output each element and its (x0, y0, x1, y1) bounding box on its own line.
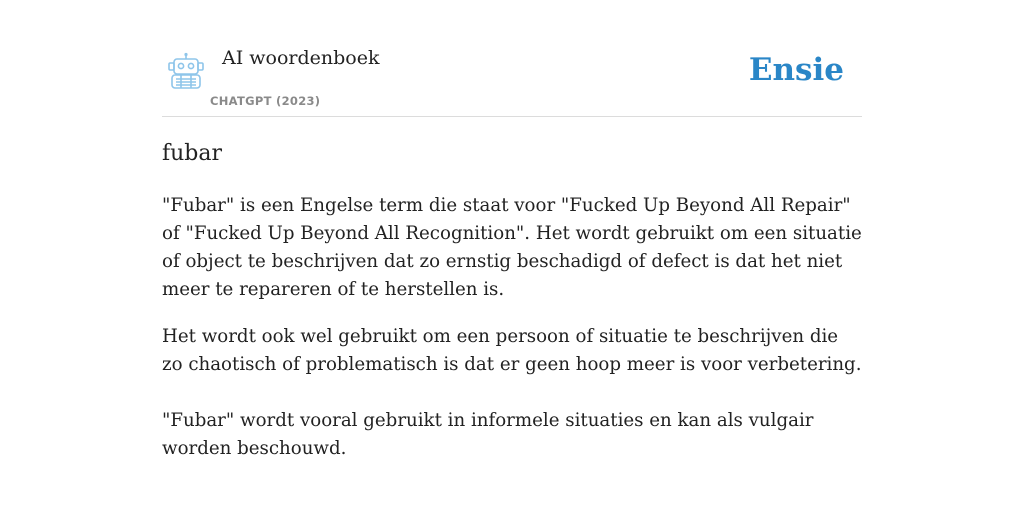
source-name[interactable]: AI woordenboek (222, 47, 380, 69)
robot-icon (166, 52, 206, 90)
entry-content (162, 192, 862, 463)
definition-paragraph: "Fubar" wordt vooral gebruikt in informele situaties en kan als vulgair worden beschouwd. (162, 410, 814, 459)
entry-term: fubar (162, 141, 223, 166)
definition-paragraph: "Fubar" is een Engelse term die staat voor "Fucked Up Beyond All Repair" of "Fucked Up Beyond All Recognition". Het wordt gebruikt om een situatie of object te beschrijven dat zo ernstig beschadigd of defect is dat het niet meer te repareren of te herstellen is. (162, 195, 862, 300)
entry-header (162, 38, 862, 117)
brand-logo[interactable]: Ensie (748, 52, 844, 88)
source-meta: CHATGPT (2023) (210, 94, 321, 108)
definition-paragraph: Het wordt ook wel gebruikt om een persoon of situatie te beschrijven die zo chaotisch of problematisch is dat er geen hoop meer is voor verbetering. (162, 326, 862, 375)
